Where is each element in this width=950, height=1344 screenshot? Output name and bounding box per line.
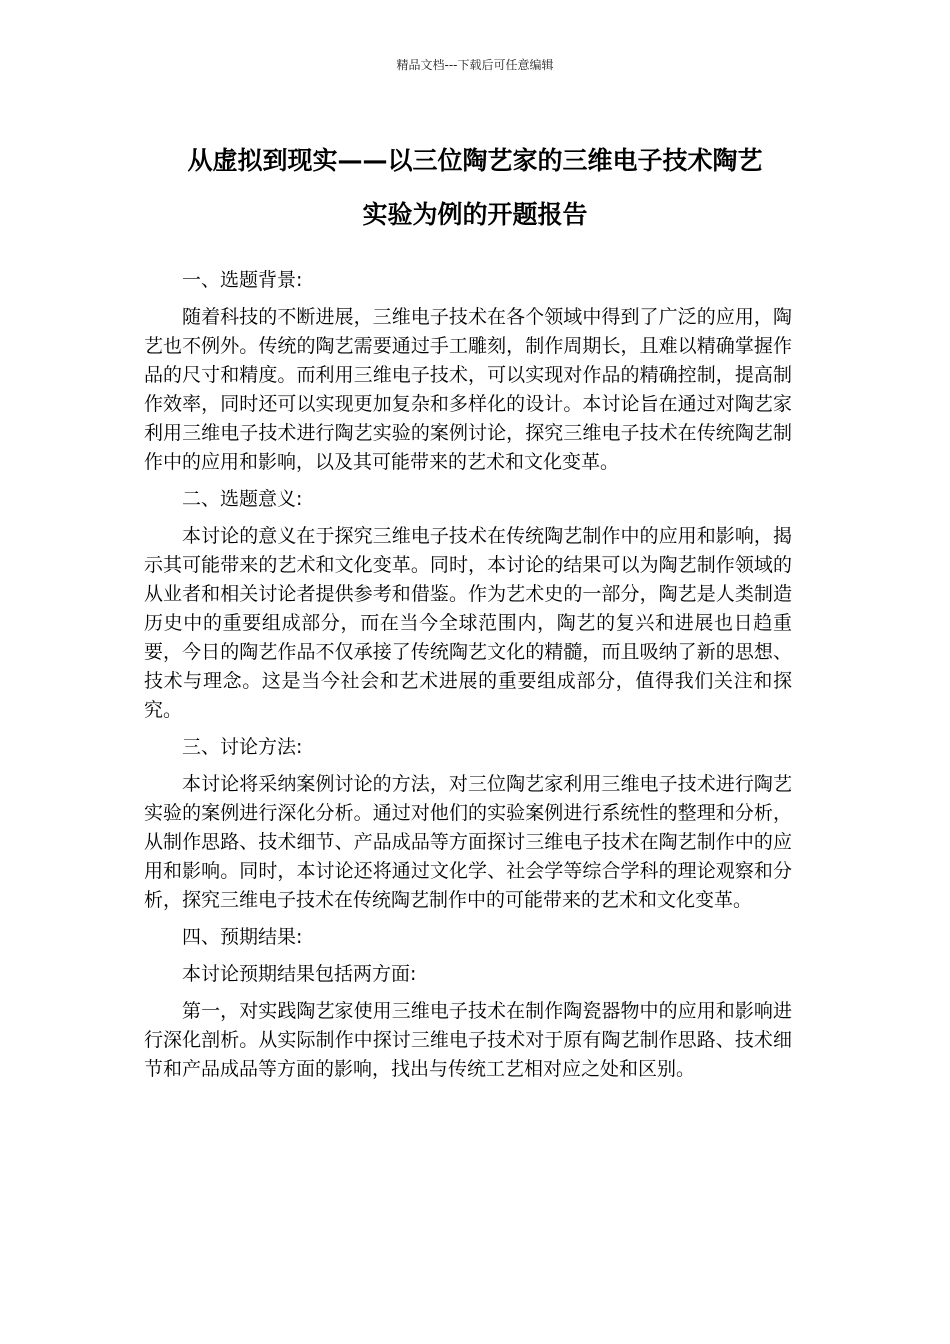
title-line-1: 从虚拟到现实——以三位陶艺家的三维电子技术陶艺 — [187, 146, 763, 175]
section-heading-background: 一、选题背景: — [182, 269, 303, 291]
section-heading-significance: 二、选题意义: — [182, 488, 303, 510]
paragraph-expected-first: 第一，对实践陶艺家使用三维电子技术在制作陶瓷器物中的应用和影响进行深化剖析。从实际制作中探讨三维电子技术对于原有陶艺制作思路、技术细节和产品成品等方面的影响，找出与传统工艺相对应之处和区别。 — [144, 1000, 792, 1080]
document-body — [144, 266, 792, 1092]
section-heading-expected-results: 四、预期结果: — [182, 926, 303, 948]
paragraph-background: 随着科技的不断进展，三维电子技术在各个领域中得到了广泛的应用，陶艺也不例外。传统的陶艺需要通过手工雕刻，制作周期长，且难以精确掌握作品的尺寸和精度。而利用三维电子技术，可以实现对作品的精确控制，提高制作效率，同时还可以实现更加复杂和多样化的设计。本讨论旨在通过对陶艺家利用三维电子技术进行陶艺实验的案例讨论，探究三维电子技术在传统陶艺制作中的应用和影响，以及其可能带来的艺术和文化变革。 — [144, 306, 792, 473]
paragraph-significance: 本讨论的意义在于探究三维电子技术在传统陶艺制作中的应用和影响，揭示其可能带来的艺术和文化变革。同时，本讨论的结果可以为陶艺制作领域的从业者和相关讨论者提供参考和借鉴。作为艺术史的一部分，陶艺是人类制造历史中的重要组成部分，而在当今全球范围内，陶艺的复兴和进展也日趋重要，今日的陶艺作品不仅承接了传统陶艺文化的精髓，而且吸纳了新的思想、技术与理念。这是当今社会和艺术进展的重要组成部分，值得我们关注和探究。 — [144, 525, 792, 721]
document-title — [140, 134, 810, 242]
page-header: 精品文档---下载后可任意编辑 — [396, 58, 554, 72]
title-line-2: 实验为例的开题报告 — [362, 200, 588, 229]
paragraph-method: 本讨论将采纳案例讨论的方法，对三位陶艺家利用三维电子技术进行陶艺实验的案例进行深化分析。通过对他们的实验案例进行系统性的整理和分析，从制作思路、技术细节、产品成品等方面探讨三维电子技术在陶艺制作中的应用和影响。同时，本讨论还将通过文化学、社会学等综合学科的理论观察和分析，探究三维电子技术在传统陶艺制作中的可能带来的艺术和文化变革。 — [144, 773, 792, 911]
paragraph-expected-intro: 本讨论预期结果包括两方面: — [182, 963, 417, 985]
section-heading-method: 三、讨论方法: — [182, 736, 303, 758]
